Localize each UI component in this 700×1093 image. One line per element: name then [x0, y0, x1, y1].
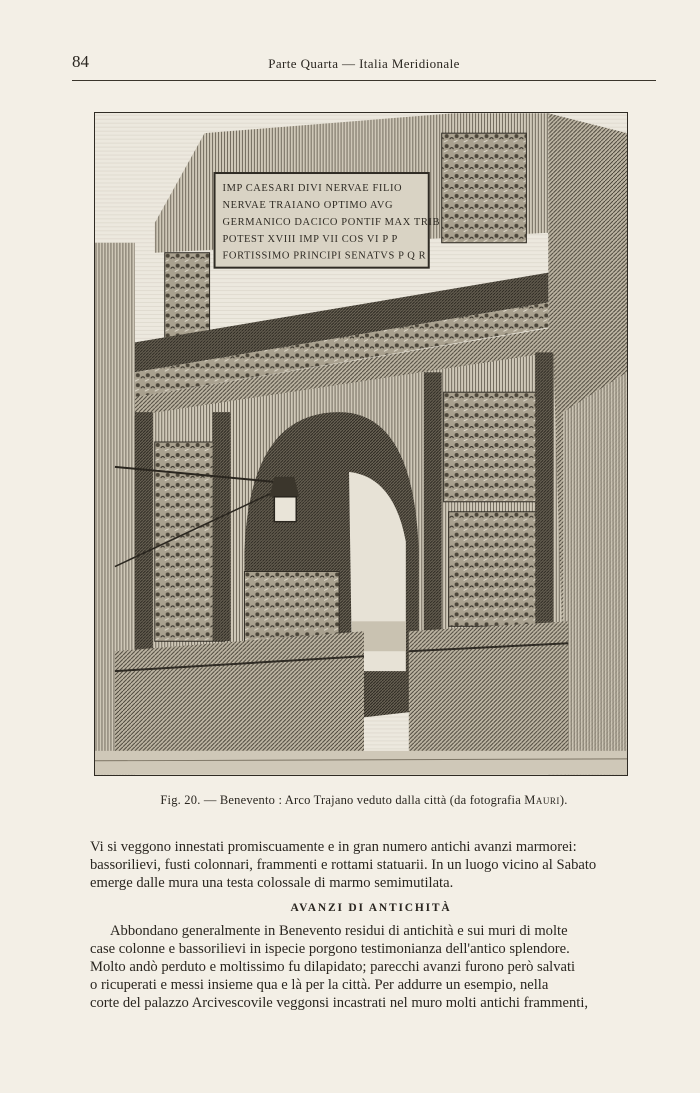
caption-suffix: ). [559, 793, 568, 807]
paragraph-2 [90, 922, 652, 1012]
paragraph-1 [90, 838, 652, 892]
text-line: Abbondano generalmente in Benevento residui di antichità e sui muri di molte [110, 923, 568, 939]
figure-arch-engraving [94, 112, 628, 776]
inscription-line: POTEST XVIII IMP VII COS VI P P [222, 233, 398, 245]
text-line: case colonne e bassorilievi in ispecie porgono testimonianza dell'antico splendore. [90, 941, 570, 957]
section-heading: AVANZI DI ANTICHITÀ [290, 902, 452, 914]
inscription-line: NERVAE TRAIANO OPTIMO AVG [222, 199, 394, 211]
text-line: emerge dalle mura una testa colossale di marmo semimutilata. [90, 875, 454, 891]
text-line: o ricuperati e messi insieme qua e là per la città. Per addurre un esempio, nella [90, 977, 549, 993]
caption-credit: Mauri [524, 793, 560, 807]
text-line: Molto andò perduto e moltissimo fu dilapidato; parecchi avanzi furono però salvati [90, 959, 576, 975]
running-head [72, 50, 656, 81]
text-line: Vi si veggono innestati promiscuamente e in gran numero antichi avanzi marmorei: [90, 839, 577, 855]
caption-text: Fig. 20. — Benevento : Arco Trajano veduto dalla città (da fotografia [160, 793, 525, 807]
text-line: corte del palazzo Arcivescovile veggonsi incastrati nel muro molti antichi frammenti, [90, 995, 589, 1011]
figure-caption [72, 793, 656, 808]
text-line: bassorilievi, fusti colonnari, frammenti e rottami statuarii. In un luogo vicino al Sabato [90, 857, 597, 873]
page-number: 84 [72, 52, 89, 71]
inscription-line: IMP CAESARI DIVI NERVAE FILIO [222, 182, 403, 194]
arch-illustration [95, 113, 627, 775]
section-title: Parte Quarta — Italia Meridionale [268, 56, 460, 71]
inscription-line: FORTISSIMO PRINCIPI SENATVS P Q R [222, 250, 427, 262]
inscription-line: GERMANICO DACICO PONTIF MAX TRIB [222, 216, 441, 228]
